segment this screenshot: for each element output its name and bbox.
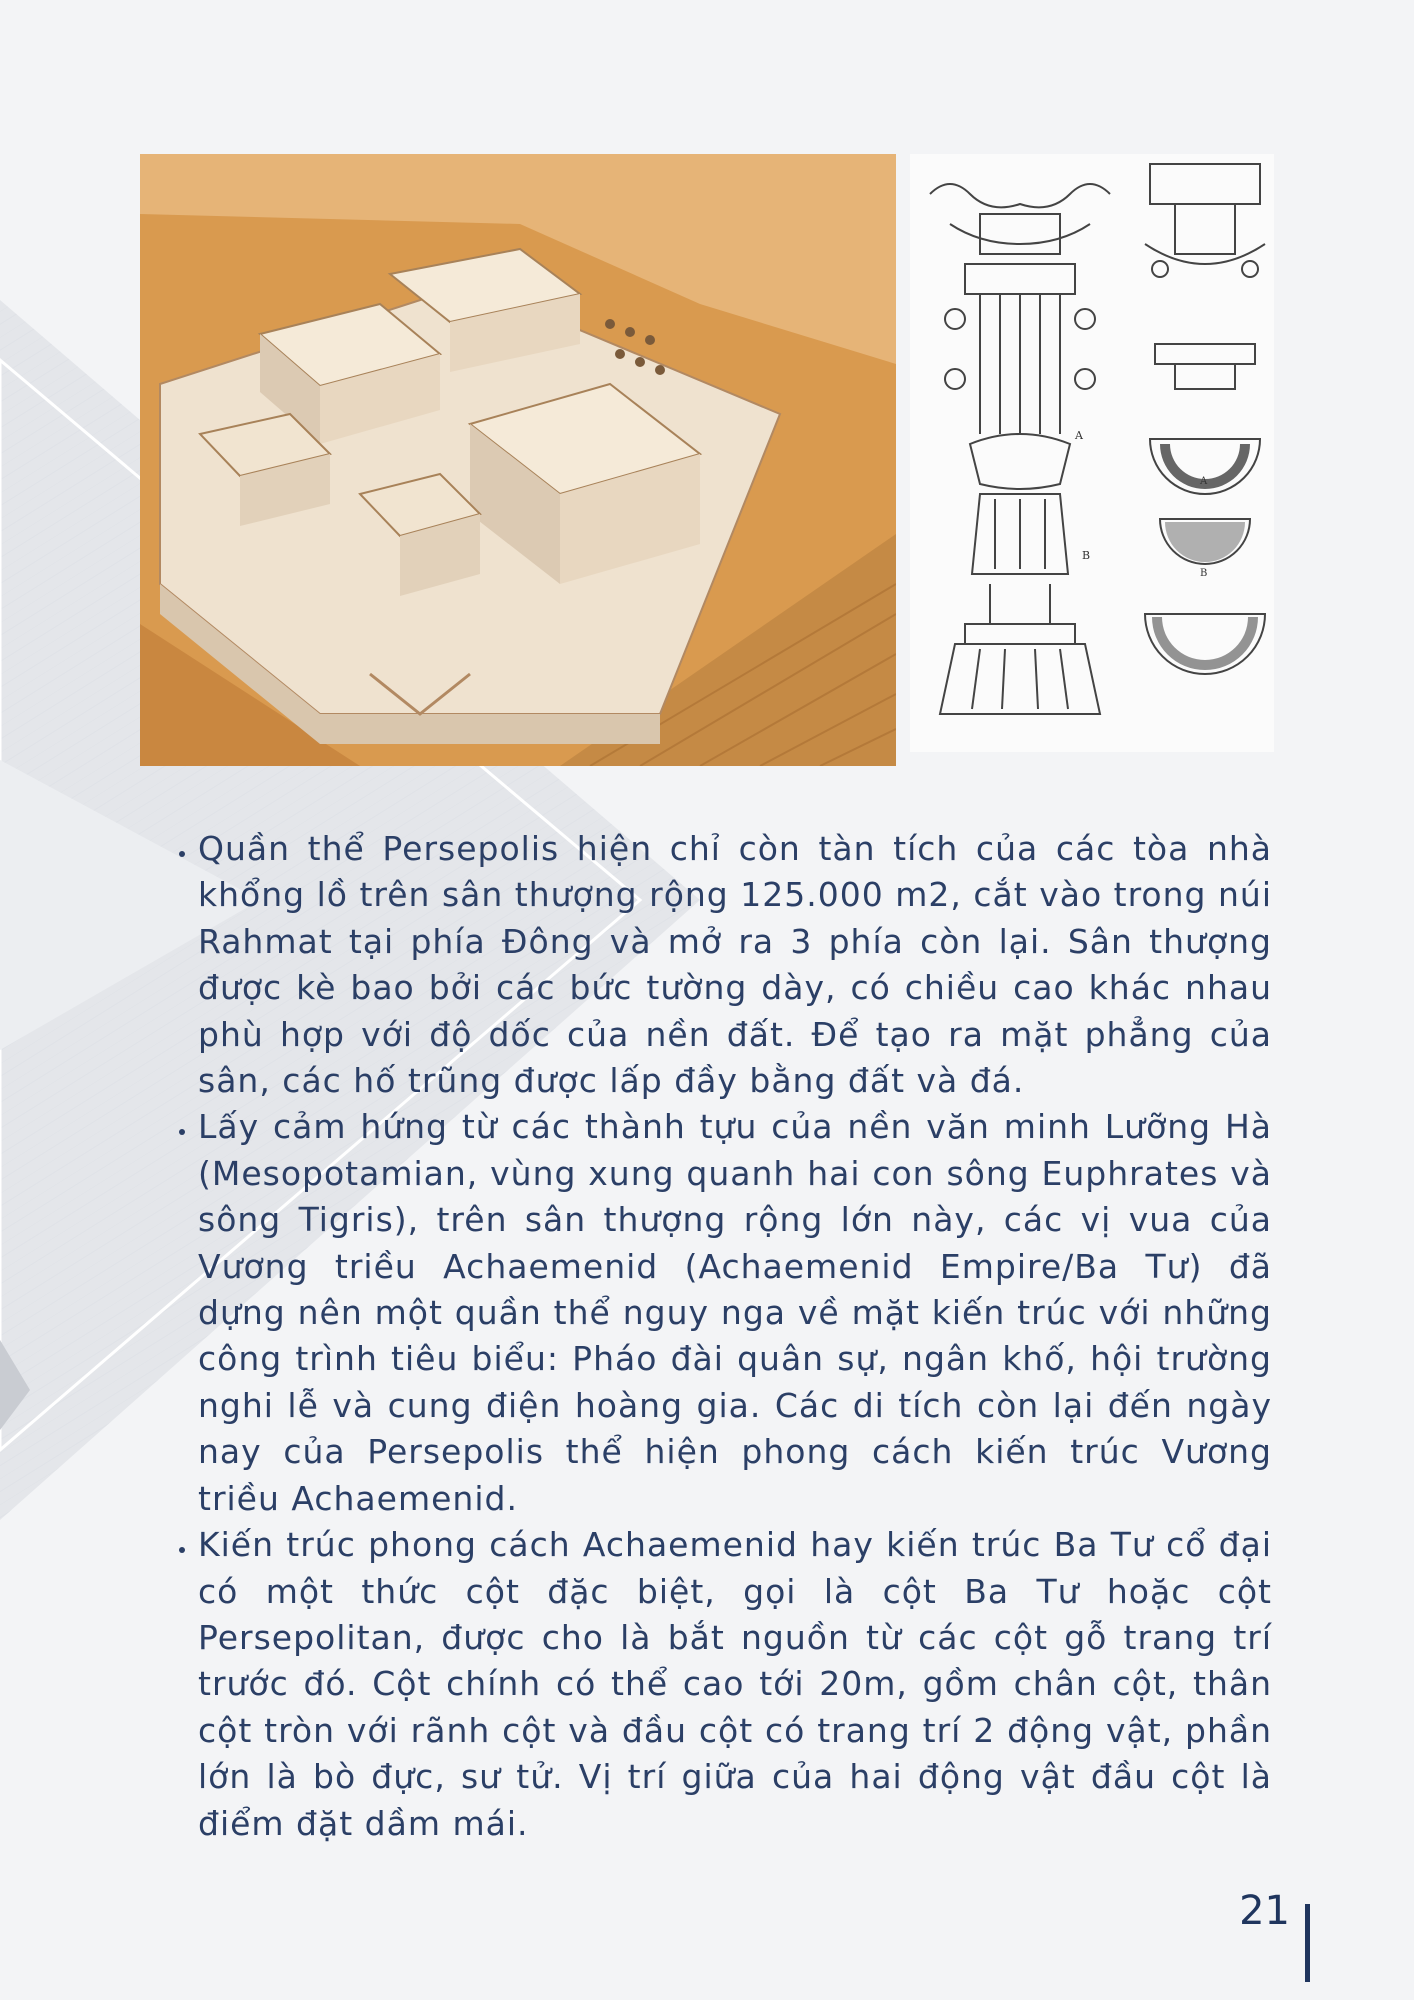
body-bullet-list bbox=[152, 826, 1272, 1847]
column-label-a: A bbox=[1075, 429, 1083, 442]
column-label-b: B bbox=[1082, 549, 1091, 562]
bullet-paragraph-2: • Lấy cảm hứng từ các thành tựu của nền văn minh Lưỡng Hà (Mesopotamian, vùng xung quanh hai con sông Euphrates và sông Tigris), trên sân thượng rộng lớn này, các vị vua của Vương triều Achaemenid (Achaemenid Empire/Ba Tư) đã dựng nên một quần thể nguy nga về mặt kiến trúc với những công trình tiêu biểu: Pháo đài quân sự, ngân khố, hội trường nghi lễ và cung điện hoàng gia. Các di tích còn lại đến ngày nay của Persepolis thể hiện phong cách kiến trúc Vương triều Achaemenid. bbox=[198, 1104, 1272, 1522]
page-number: 21 bbox=[1239, 1888, 1290, 1934]
plan-label-b: B bbox=[1200, 568, 1208, 579]
page-number-rule bbox=[1305, 1904, 1310, 1982]
persian-column-drawing bbox=[910, 154, 1274, 752]
plan-label-a: A bbox=[1200, 476, 1208, 487]
bullet-paragraph-3: • Kiến trúc phong cách Achaemenid hay kiến trúc Ba Tư cổ đại có một thức cột đặc biệt, gọi là cột Ba Tư hoặc cột Persepolitan, được cho là bắt nguồn từ các cột gỗ trang trí trước đó. Cột chính có thể cao tới 20m, gồm chân cột, thân cột tròn với rãnh cột và đầu cột có trang trí 2 động vật, phần lớn là bò đực, sư tử. Vị trí giữa của hai động vật đầu cột là điểm đặt dầm mái. bbox=[198, 1522, 1272, 1847]
bullet-paragraph-1: • Quần thể Persepolis hiện chỉ còn tàn tích của các tòa nhà khổng lồ trên sân thượng rộng 125.000 m2, cắt vào trong núi Rahmat tại phía Đông và mở ra 3 phía còn lại. Sân thượng được kè bao bởi các bức tường dày, có chiều cao khác nhau phù hợp với độ dốc của nền đất. Để tạo ra mặt phẳng của sân, các hố trũng được lấp đầy bằng đất và đá. bbox=[198, 826, 1272, 1104]
persepolis-aerial-illustration bbox=[140, 154, 896, 766]
